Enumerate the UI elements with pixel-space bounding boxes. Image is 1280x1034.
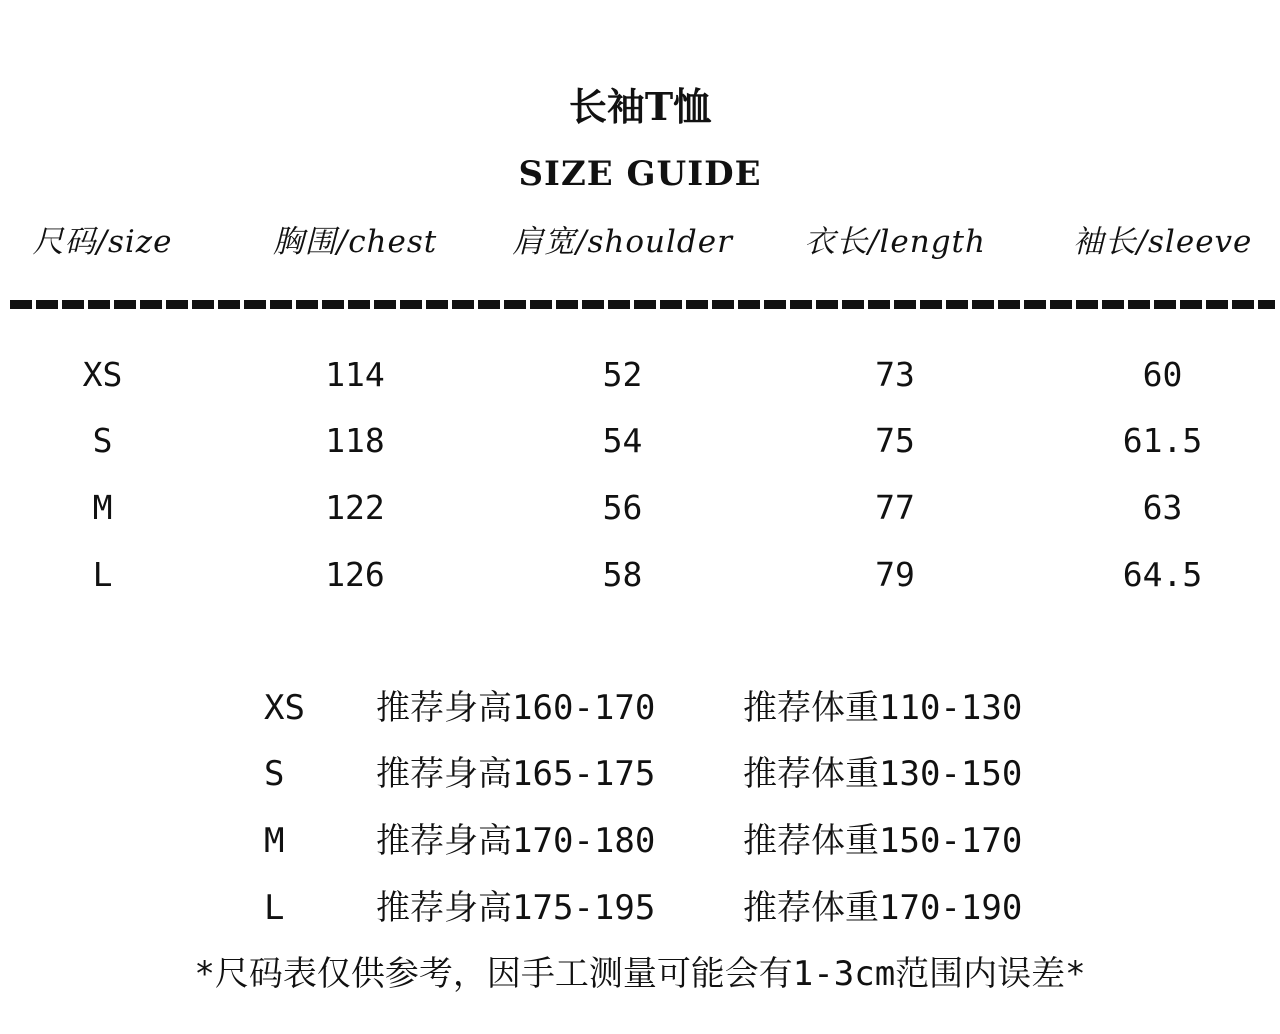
rec-height-range: 推荐身高160-170 bbox=[376, 688, 656, 728]
recommendation-row bbox=[0, 883, 1280, 933]
recommendation-row bbox=[0, 683, 1280, 733]
table-row bbox=[0, 483, 1280, 533]
shoulder-cell: 52 bbox=[602, 355, 643, 394]
header-length: 衣长/length bbox=[804, 224, 986, 260]
sleeve-cell: 64.5 bbox=[1122, 555, 1203, 594]
size-cell: L bbox=[92, 555, 113, 594]
measurement-disclaimer: *尺码表仅供参考，因手工测量可能会有1-3cm范围内误差* bbox=[194, 954, 1086, 994]
sleeve-cell: 61.5 bbox=[1122, 421, 1203, 460]
size-cell: M bbox=[92, 488, 113, 527]
rec-size-label: L bbox=[264, 888, 285, 928]
product-title: 长袖T恤 bbox=[568, 84, 712, 129]
sleeve-cell: 60 bbox=[1142, 355, 1183, 394]
rec-size-label: XS bbox=[264, 688, 305, 728]
length-cell: 73 bbox=[875, 355, 915, 394]
recommendation-row bbox=[0, 749, 1280, 799]
rec-weight-range: 推荐体重150-170 bbox=[743, 821, 1023, 861]
chest-cell: 118 bbox=[325, 421, 385, 460]
rec-size-label: S bbox=[264, 754, 285, 794]
rec-height-range: 推荐身高175-195 bbox=[376, 888, 656, 928]
table-header-row bbox=[0, 220, 1280, 264]
length-cell: 75 bbox=[875, 421, 915, 460]
header-chest: 胸围/chest bbox=[272, 224, 438, 260]
shoulder-cell: 58 bbox=[602, 555, 643, 594]
rec-height-range: 推荐身高170-180 bbox=[376, 821, 656, 861]
header-size: 尺码/size bbox=[32, 224, 173, 260]
rec-weight-range: 推荐体重110-130 bbox=[743, 688, 1023, 728]
dashed-divider bbox=[10, 300, 1275, 309]
table-row bbox=[0, 550, 1280, 600]
table-row bbox=[0, 416, 1280, 466]
rec-height-range: 推荐身高165-175 bbox=[376, 754, 656, 794]
chest-cell: 126 bbox=[325, 555, 385, 594]
size-cell: XS bbox=[82, 355, 123, 394]
rec-weight-range: 推荐体重130-150 bbox=[743, 754, 1023, 794]
chest-cell: 114 bbox=[325, 355, 385, 394]
shoulder-cell: 54 bbox=[602, 421, 643, 460]
chest-cell: 122 bbox=[325, 488, 385, 527]
sleeve-cell: 63 bbox=[1142, 488, 1183, 527]
recommendation-row bbox=[0, 816, 1280, 866]
rec-weight-range: 推荐体重170-190 bbox=[743, 888, 1023, 928]
rec-size-label: M bbox=[264, 821, 285, 861]
header-shoulder: 肩宽/shoulder bbox=[512, 224, 733, 260]
length-cell: 77 bbox=[875, 488, 915, 527]
header-sleeve: 袖长/sleeve bbox=[1072, 224, 1253, 260]
table-row bbox=[0, 350, 1280, 400]
size-guide-heading: SIZE GUIDE bbox=[518, 154, 762, 194]
length-cell: 79 bbox=[875, 555, 915, 594]
size-cell: S bbox=[92, 421, 113, 460]
shoulder-cell: 56 bbox=[602, 488, 643, 527]
